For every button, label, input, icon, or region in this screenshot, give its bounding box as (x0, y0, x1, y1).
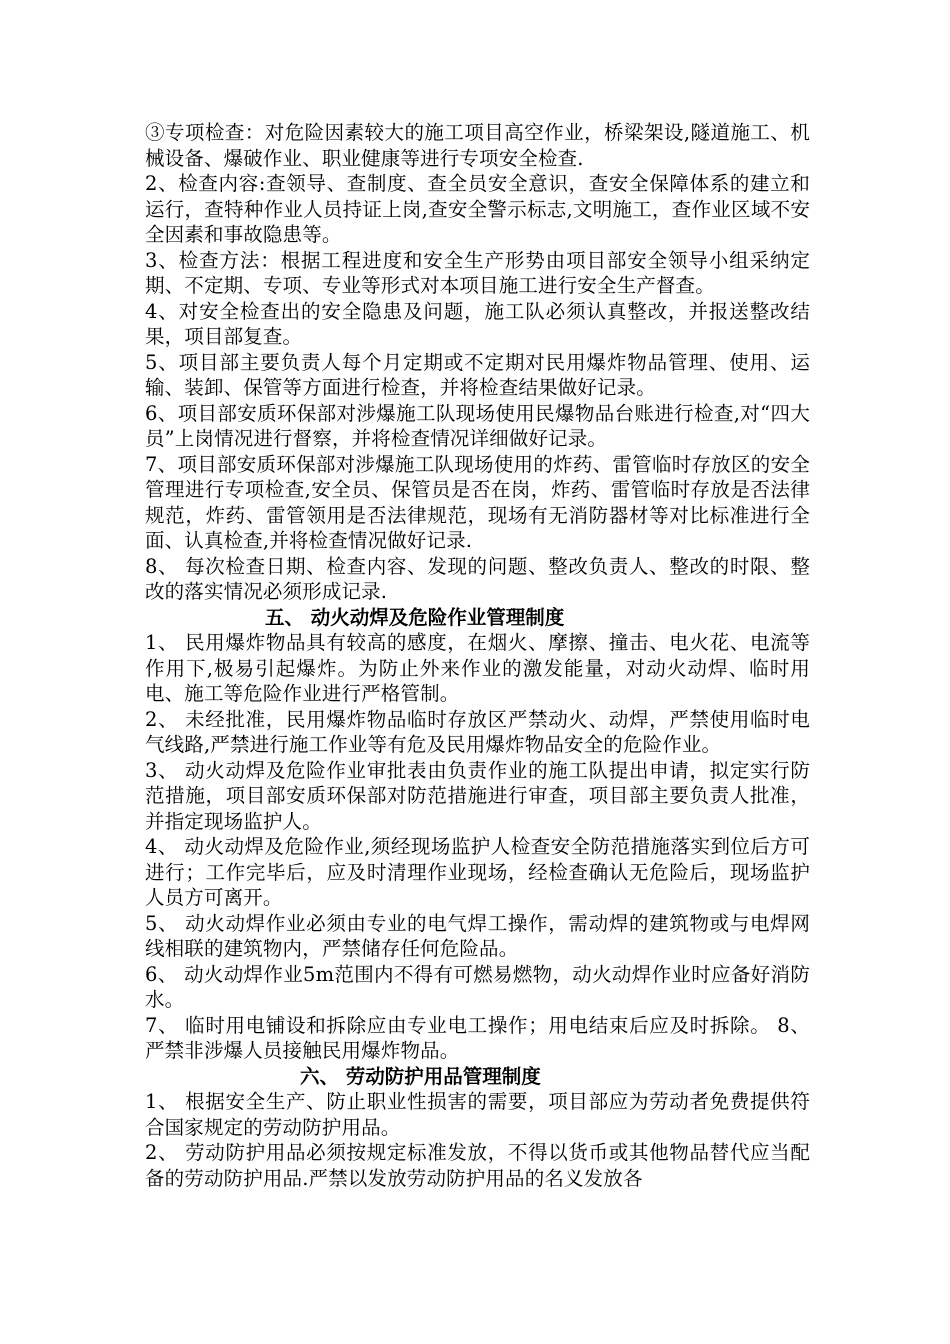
list-item: 3、 动火动焊及危险作业审批表由负责作业的施工队提出申请，拟定实行防范措施，项目部安质环保部对防范措施进行审查，项目部主要负责人批准，并指定现场监护人。 (145, 758, 810, 833)
paragraph-inspection-content: 2、检查内容:查领导、查制度、查全员安全意识，查安全保障体系的建立和运行，查特种作业人员持证上岗,查安全警示标志,文明施工，查作业区域不安全因素和事故隐患等。 (145, 172, 810, 246)
document-page (145, 120, 810, 1191)
list-item: 1、 根据安全生产、防止职业性损害的需要，项目部应为劳动者免费提供符合国家规定的劳动防护用品。 (145, 1090, 810, 1139)
paragraph-records: 8、 每次检查日期、检查内容、发现的问题、整改负责人、整改的时限、整改的落实情况必须形成记录. (145, 554, 810, 603)
list-item: 7、 临时用电铺设和拆除应由专业电工操作；用电结束后应及时拆除。 8、严禁非涉爆人员接触民用爆炸物品。 (145, 1013, 810, 1062)
paragraph-storage-check: 7、项目部安质环保部对涉爆施工队现场使用的炸药、雷管临时存放区的安全管理进行专项检查,安全员、保管员是否在岗，炸药、雷管临时存放是否法律规范，炸药、雷管领用是否法律规范，现场有无消防器材等对比标准进行全面、认真检查,并将检查情况做好记录. (145, 452, 810, 552)
list-item: 2、 未经批准，民用爆炸物品临时存放区严禁动火、动焊，严禁使用临时电气线路,严禁进行施工作业等有危及民用爆炸物品安全的危险作业。 (145, 707, 810, 756)
list-item: 4、 动火动焊及危险作业,须经现场监护人检查安全防范措施落实到位后方可进行；工作完毕后，应及时清理作业现场，经检查确认无危险后，现场监护人员方可离开。 (145, 835, 810, 909)
paragraph-ledger-check: 6、项目部安质环保部对涉爆施工队现场使用民爆物品台账进行检查,对“四大员”上岗情况进行督察，并将检查情况详细做好记录。 (145, 401, 810, 450)
paragraph-monthly-check: 5、项目部主要负责人每个月定期或不定期对民用爆炸物品管理、使用、运输、装卸、保管等方面进行检查，并将检查结果做好记录。 (145, 350, 810, 399)
section-heading-protective-equipment: 六、 劳动防护用品管理制度 (300, 1064, 541, 1088)
list-item: 5、 动火动焊作业必须由专业的电气焊工操作，需动焊的建筑物或与电焊网线相联的建筑物内，严禁储存任何危险品。 (145, 911, 810, 960)
list-item: 2、 劳动防护用品必须按规定标准发放，不得以货币或其他物品替代应当配备的劳动防护用品.严禁以发放劳动防护用品的名义发放各 (145, 1141, 810, 1190)
paragraph-special-inspection: ③专项检查：对危险因素较大的施工项目高空作业，桥梁架设,隧道施工、机械设备、爆破作业、职业健康等进行专项安全检查. (145, 121, 810, 170)
section-heading-hot-work: 五、 动火动焊及危险作业管理制度 (265, 605, 565, 629)
paragraph-inspection-method: 3、检查方法：根据工程进度和安全生产形势由项目部安全领导小组采纳定期、不定期、专项、专业等形式对本项目施工进行安全生产督查。 (145, 248, 810, 297)
list-item: 1、 民用爆炸物品具有较高的感度，在烟火、摩擦、撞击、电火花、电流等作用下,极易引起爆炸。为防止外来作业的激发能量，对动火动焊、临时用电、施工等危险作业进行严格管制。 (145, 631, 810, 705)
paragraph-rectification: 4、对安全检查出的安全隐患及问题，施工队必须认真整改，并报送整改结果，项目部复查。 (145, 299, 810, 348)
list-item: 6、 动火动焊作业5m范围内不得有可燃易燃物，动火动焊作业时应备好消防水。 (145, 962, 810, 1011)
